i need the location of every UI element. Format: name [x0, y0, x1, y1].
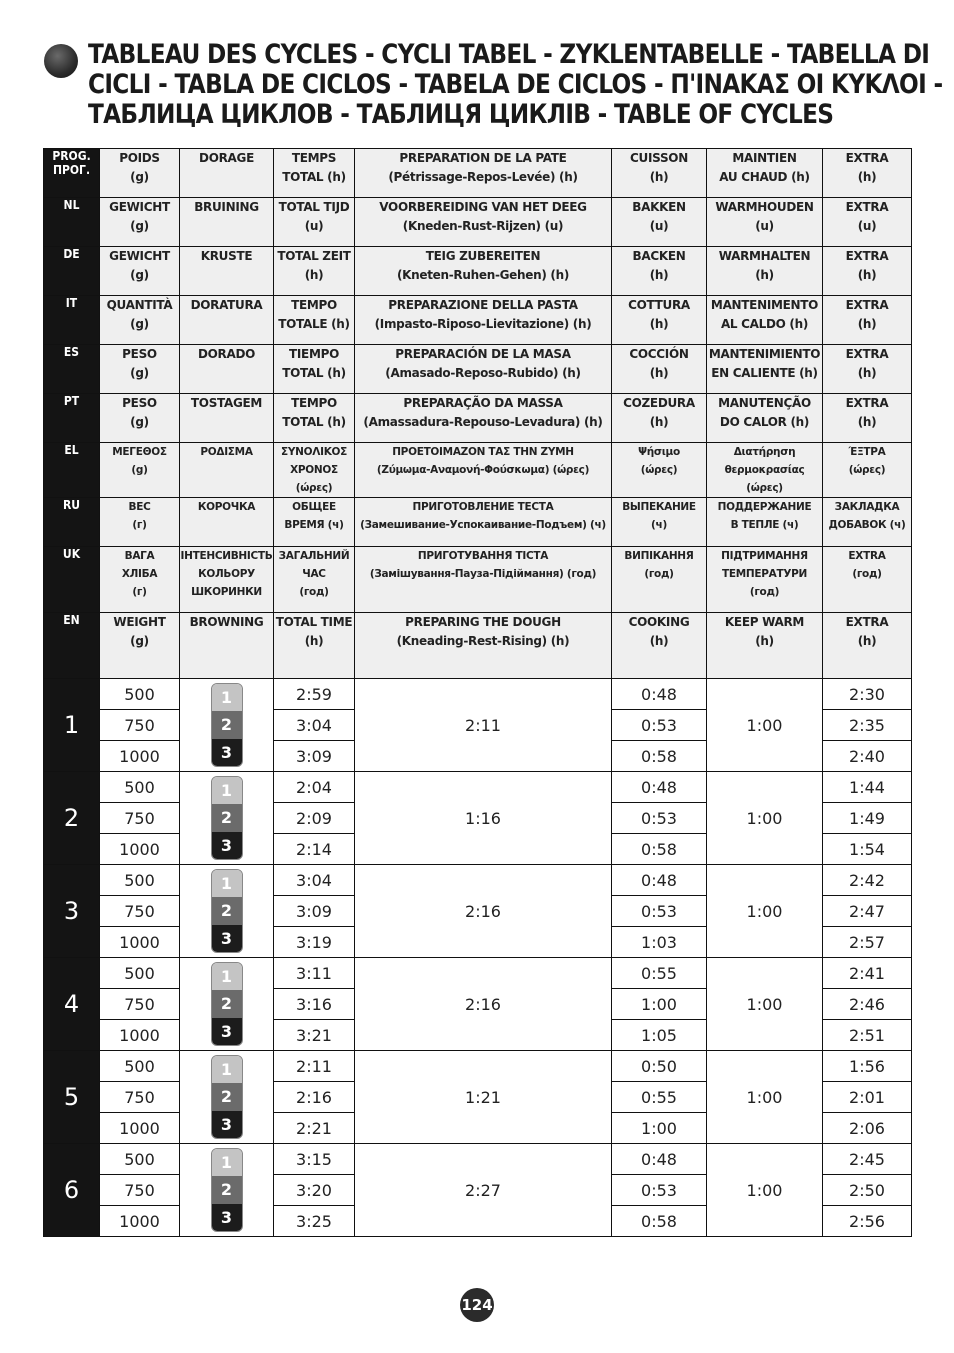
header-cell: ВЕС (г)	[100, 498, 180, 547]
browning-level-icon	[211, 683, 243, 767]
extra-cell: 2:46	[823, 989, 912, 1020]
header-cell: WARMHALTEN (h)	[707, 247, 823, 296]
browning-level: 2	[212, 711, 242, 738]
browning-level: 3	[212, 1018, 242, 1045]
header-cell: ЗАГАЛЬНИЙ ЧАС (год)	[274, 547, 355, 613]
weight-cell: 750	[100, 896, 180, 927]
header-cell: ЗАКЛАДКА ДОБАВОК (ч)	[823, 498, 912, 547]
header-cell: KRUSTE	[180, 247, 274, 296]
browning-level: 1	[212, 1056, 242, 1083]
extra-cell: 2:45	[823, 1144, 912, 1175]
cooking-cell: 1:00	[612, 1113, 707, 1144]
weight-cell: 500	[100, 1051, 180, 1082]
weight-cell: 750	[100, 710, 180, 741]
header-cell: EXTRA (h)	[823, 394, 912, 443]
dough-prep-cell: 2:16	[355, 865, 612, 958]
header-cell: DORADO	[180, 345, 274, 394]
dough-prep-cell: 2:27	[355, 1144, 612, 1237]
header-cell: TEIG ZUBEREITEN (Kneten-Ruhen-Gehen) (h)	[355, 247, 612, 296]
weight-cell: 1000	[100, 1113, 180, 1144]
header-cell: TOTAL TIJD (u)	[274, 198, 355, 247]
keep-warm-cell: 1:00	[707, 772, 823, 865]
header-cell: PESO (g)	[100, 394, 180, 443]
browning-level: 2	[212, 1176, 242, 1203]
browning-level: 3	[212, 739, 242, 766]
browning-level-icon	[211, 1055, 243, 1139]
cooking-cell: 0:58	[612, 834, 707, 865]
header-cell: PREPARACIÓN DE LA MASA (Amasado-Reposo-Rubido) (h)	[355, 345, 612, 394]
extra-cell: 2:41	[823, 958, 912, 989]
browning-cell	[180, 865, 274, 958]
browning-cell	[180, 772, 274, 865]
header-cell: ВАГА ХЛІБА (г)	[100, 547, 180, 613]
extra-cell: 2:01	[823, 1082, 912, 1113]
weight-cell: 1000	[100, 1206, 180, 1237]
total-time-cell: 3:19	[274, 927, 355, 958]
header-cell: EXTRA (h)	[823, 296, 912, 345]
browning-level: 2	[212, 1083, 242, 1110]
header-cell: EXTRA (h)	[823, 613, 912, 679]
total-time-cell: 3:21	[274, 1020, 355, 1051]
cooking-cell: 0:48	[612, 1144, 707, 1175]
keep-warm-cell: 1:00	[707, 865, 823, 958]
header-cell: MAINTIEN AU CHAUD (h)	[707, 149, 823, 198]
extra-cell: 2:40	[823, 741, 912, 772]
header-cell: PREPARAZIONE DELLA PASTA (Impasto-Riposo-Lievitazione) (h)	[355, 296, 612, 345]
header-cell: TOTAL ZEIT (h)	[274, 247, 355, 296]
program-row	[44, 772, 912, 803]
browning-level: 1	[212, 870, 242, 897]
keep-warm-cell: 1:00	[707, 958, 823, 1051]
language-code: EL	[44, 443, 100, 498]
total-time-cell: 3:09	[274, 896, 355, 927]
program-row	[44, 865, 912, 896]
header-cell: ПІДТРИМАННЯ ТЕМПЕРАТУРИ (год)	[707, 547, 823, 613]
extra-cell: 1:54	[823, 834, 912, 865]
header-cell: KEEP WARM (h)	[707, 613, 823, 679]
cooking-cell: 0:53	[612, 1175, 707, 1206]
header-cell: ΈΞΤΡΑ (ώρες)	[823, 443, 912, 498]
header-cell: ΣΥΝΟΛΙΚΟΣ ΧΡΟΝΟΣ (ώρες)	[274, 443, 355, 498]
header-row	[44, 613, 912, 679]
weight-cell: 500	[100, 772, 180, 803]
header-cell: MANTENIMENTO AL CALDO (h)	[707, 296, 823, 345]
dough-prep-cell: 2:16	[355, 958, 612, 1051]
total-time-cell: 3:11	[274, 958, 355, 989]
header-cell: GEWICHT (g)	[100, 247, 180, 296]
browning-level: 1	[212, 1149, 242, 1176]
header-row	[44, 547, 912, 613]
header-cell: COZEDURA (h)	[612, 394, 707, 443]
language-code: EN	[44, 613, 100, 679]
header-cell: ΜΕΓΕΘΟΣ (g)	[100, 443, 180, 498]
header-row	[44, 198, 912, 247]
browning-cell	[180, 958, 274, 1051]
weight-cell: 500	[100, 958, 180, 989]
total-time-cell: 2:14	[274, 834, 355, 865]
weight-cell: 500	[100, 679, 180, 710]
header-cell: PESO (g)	[100, 345, 180, 394]
total-time-cell: 3:09	[274, 741, 355, 772]
cooking-cell: 1:00	[612, 989, 707, 1020]
cooking-cell: 0:48	[612, 865, 707, 896]
browning-level-icon	[211, 1148, 243, 1232]
header-cell: EXTRA (h)	[823, 149, 912, 198]
header-cell: ΠΡΟΕΤΟΙΜΑΖΟΝ ΤΑΣ ΤΗΝ ΖΥΜΗ (Ζύμωμα-Αναμονή-Φούσκωμα) (ώρες)	[355, 443, 612, 498]
total-time-cell: 3:20	[274, 1175, 355, 1206]
total-time-cell: 3:16	[274, 989, 355, 1020]
header-cell: EXTRA (u)	[823, 198, 912, 247]
weight-cell: 1000	[100, 834, 180, 865]
header-cell: DORATURA	[180, 296, 274, 345]
browning-level: 3	[212, 832, 242, 859]
browning-level: 3	[212, 1111, 242, 1138]
header-cell: TEMPO TOTALE (h)	[274, 296, 355, 345]
dough-prep-cell: 1:16	[355, 772, 612, 865]
header-cell: Ψήσιμο (ώρες)	[612, 443, 707, 498]
cooking-cell: 0:50	[612, 1051, 707, 1082]
cooking-cell: 0:53	[612, 710, 707, 741]
extra-cell: 1:49	[823, 803, 912, 834]
header-cell: QUANTITÀ (g)	[100, 296, 180, 345]
weight-cell: 750	[100, 989, 180, 1020]
cooking-cell: 0:48	[612, 772, 707, 803]
browning-level: 2	[212, 804, 242, 831]
weight-cell: 1000	[100, 741, 180, 772]
header-row	[44, 498, 912, 547]
header-cell: BROWNING	[180, 613, 274, 679]
program-number: 4	[44, 958, 100, 1051]
header-cell: COOKING (h)	[612, 613, 707, 679]
header-cell: PREPARAÇÃO DA MASSA (Amassadura-Repouso-Levadura) (h)	[355, 394, 612, 443]
header-cell: TOTAL TIME (h)	[274, 613, 355, 679]
header-cell: ПРИГОТУВАННЯ ТІСТА (Замішування-Пауза-Підіймання) (год)	[355, 547, 612, 613]
program-row	[44, 1144, 912, 1175]
extra-cell: 2:51	[823, 1020, 912, 1051]
extra-cell: 2:47	[823, 896, 912, 927]
total-time-cell: 3:04	[274, 865, 355, 896]
header-cell: TOSTAGEM	[180, 394, 274, 443]
total-time-cell: 2:04	[274, 772, 355, 803]
header-cell: BACKEN (h)	[612, 247, 707, 296]
program-row	[44, 958, 912, 989]
cooking-cell: 0:58	[612, 1206, 707, 1237]
extra-cell: 2:30	[823, 679, 912, 710]
total-time-cell: 2:59	[274, 679, 355, 710]
dough-prep-cell: 2:11	[355, 679, 612, 772]
program-number: 5	[44, 1051, 100, 1144]
weight-cell: 750	[100, 803, 180, 834]
header-cell: VOORBEREIDING VAN HET DEEG (Kneden-Rust-Rijzen) (u)	[355, 198, 612, 247]
language-code: NL	[44, 198, 100, 247]
cooking-cell: 0:53	[612, 896, 707, 927]
weight-cell: 500	[100, 1144, 180, 1175]
header-row	[44, 149, 912, 198]
extra-cell: 1:56	[823, 1051, 912, 1082]
keep-warm-cell: 1:00	[707, 1144, 823, 1237]
header-cell: CUISSON (h)	[612, 149, 707, 198]
program-number: 1	[44, 679, 100, 772]
header-cell: COCCIÓN (h)	[612, 345, 707, 394]
header-cell: EXTRA (h)	[823, 345, 912, 394]
page-title: TABLEAU DES CYCLES - CYCLI TABEL - ZYKLENTABELLE - TABELLA DI CICLI - TABLA DE CICLOS - TABELA DE CICLOS - Π'ΙΝΑΚΑΣ ΟΙ ΚΥΚΛΟΙ - ТАБЛИЦА ЦИКЛОВ - ТАБЛИЦЯ ЦИКЛІВ - TABLE OF CYCLES	[88, 39, 943, 130]
header-cell: КОРОЧКА	[180, 498, 274, 547]
program-number: 6	[44, 1144, 100, 1237]
total-time-cell: 3:15	[274, 1144, 355, 1175]
total-time-cell: 3:25	[274, 1206, 355, 1237]
total-time-cell: 3:04	[274, 710, 355, 741]
extra-cell: 2:06	[823, 1113, 912, 1144]
total-time-cell: 2:16	[274, 1082, 355, 1113]
program-row	[44, 1051, 912, 1082]
program-number: 3	[44, 865, 100, 958]
header-row	[44, 247, 912, 296]
browning-level-icon	[211, 776, 243, 860]
browning-cell	[180, 1051, 274, 1144]
header-cell: ВИПІКАННЯ (год)	[612, 547, 707, 613]
cooking-cell: 0:48	[612, 679, 707, 710]
language-code: ES	[44, 345, 100, 394]
language-code: IT	[44, 296, 100, 345]
cooking-cell: 0:55	[612, 1082, 707, 1113]
header-cell: PREPARING THE DOUGH (Kneading-Rest-Rising) (h)	[355, 613, 612, 679]
extra-cell: 2:42	[823, 865, 912, 896]
extra-cell: 2:50	[823, 1175, 912, 1206]
browning-cell	[180, 1144, 274, 1237]
header-cell: BAKKEN (u)	[612, 198, 707, 247]
total-time-cell: 2:11	[274, 1051, 355, 1082]
header-cell: TIEMPO TOTAL (h)	[274, 345, 355, 394]
header-cell: PREPARATION DE LA PATE (Pétrissage-Repos-Levée) (h)	[355, 149, 612, 198]
program-row	[44, 679, 912, 710]
language-code: PROG. ПРОГ.	[44, 149, 100, 198]
program-number: 2	[44, 772, 100, 865]
extra-cell: 1:44	[823, 772, 912, 803]
browning-cell	[180, 679, 274, 772]
header-cell: ОБЩЕЕ ВРЕМЯ (ч)	[274, 498, 355, 547]
header-cell: ІНТЕНСИВНІСТЬ КОЛЬОРУ ШКОРИНКИ	[180, 547, 274, 613]
language-code: RU	[44, 498, 100, 547]
keep-warm-cell: 1:00	[707, 1051, 823, 1144]
header-cell: ΡΟΔΙΣΜΑ	[180, 443, 274, 498]
language-code: DE	[44, 247, 100, 296]
extra-cell: 2:56	[823, 1206, 912, 1237]
cooking-cell: 0:53	[612, 803, 707, 834]
extra-cell: 2:35	[823, 710, 912, 741]
page-header	[44, 39, 943, 130]
browning-level: 2	[212, 990, 242, 1017]
header-cell: MANUTENÇÃO DO CALOR (h)	[707, 394, 823, 443]
browning-level-icon	[211, 869, 243, 953]
cooking-cell: 1:05	[612, 1020, 707, 1051]
dough-prep-cell: 1:21	[355, 1051, 612, 1144]
header-cell: DORAGE	[180, 149, 274, 198]
header-cell: BRUINING	[180, 198, 274, 247]
header-cell: WARMHOUDEN (u)	[707, 198, 823, 247]
header-cell: ПРИГОТОВЛЕНИЕ ТЕСТА (Замешивание-Успокаивание-Подъем) (ч)	[355, 498, 612, 547]
header-cell: COTTURA (h)	[612, 296, 707, 345]
header-row	[44, 443, 912, 498]
header-cell: TEMPO TOTAL (h)	[274, 394, 355, 443]
weight-cell: 1000	[100, 1020, 180, 1051]
total-time-cell: 2:21	[274, 1113, 355, 1144]
weight-cell: 750	[100, 1082, 180, 1113]
language-code: PT	[44, 394, 100, 443]
header-cell: POIDS (g)	[100, 149, 180, 198]
header-cell: TEMPS TOTAL (h)	[274, 149, 355, 198]
round-bullet-icon	[44, 44, 78, 78]
header-row	[44, 345, 912, 394]
header-cell: ВЫПЕКАНИЕ (ч)	[612, 498, 707, 547]
cooking-cell: 0:58	[612, 741, 707, 772]
header-cell: ПОДДЕРЖАНИЕ В ТЕПЛЕ (ч)	[707, 498, 823, 547]
browning-level: 3	[212, 1204, 242, 1231]
cooking-cell: 0:55	[612, 958, 707, 989]
total-time-cell: 2:09	[274, 803, 355, 834]
header-cell: Διατήρηση θερμοκρασίας (ώρες)	[707, 443, 823, 498]
language-code: UK	[44, 547, 100, 613]
keep-warm-cell: 1:00	[707, 679, 823, 772]
extra-cell: 2:57	[823, 927, 912, 958]
header-row	[44, 394, 912, 443]
weight-cell: 500	[100, 865, 180, 896]
browning-level: 1	[212, 963, 242, 990]
header-row	[44, 296, 912, 345]
cooking-cell: 1:03	[612, 927, 707, 958]
header-cell: EXTRA (год)	[823, 547, 912, 613]
header-cell: WEIGHT (g)	[100, 613, 180, 679]
browning-level: 1	[212, 684, 242, 711]
header-cell: EXTRA (h)	[823, 247, 912, 296]
header-cell: GEWICHT (g)	[100, 198, 180, 247]
browning-level: 2	[212, 897, 242, 924]
weight-cell: 750	[100, 1175, 180, 1206]
browning-level: 1	[212, 777, 242, 804]
page-number: 124	[460, 1288, 494, 1322]
cycles-table	[43, 148, 912, 1237]
browning-level-icon	[211, 962, 243, 1046]
browning-level: 3	[212, 925, 242, 952]
header-cell: MANTENIMIENTO EN CALIENTE (h)	[707, 345, 823, 394]
weight-cell: 1000	[100, 927, 180, 958]
